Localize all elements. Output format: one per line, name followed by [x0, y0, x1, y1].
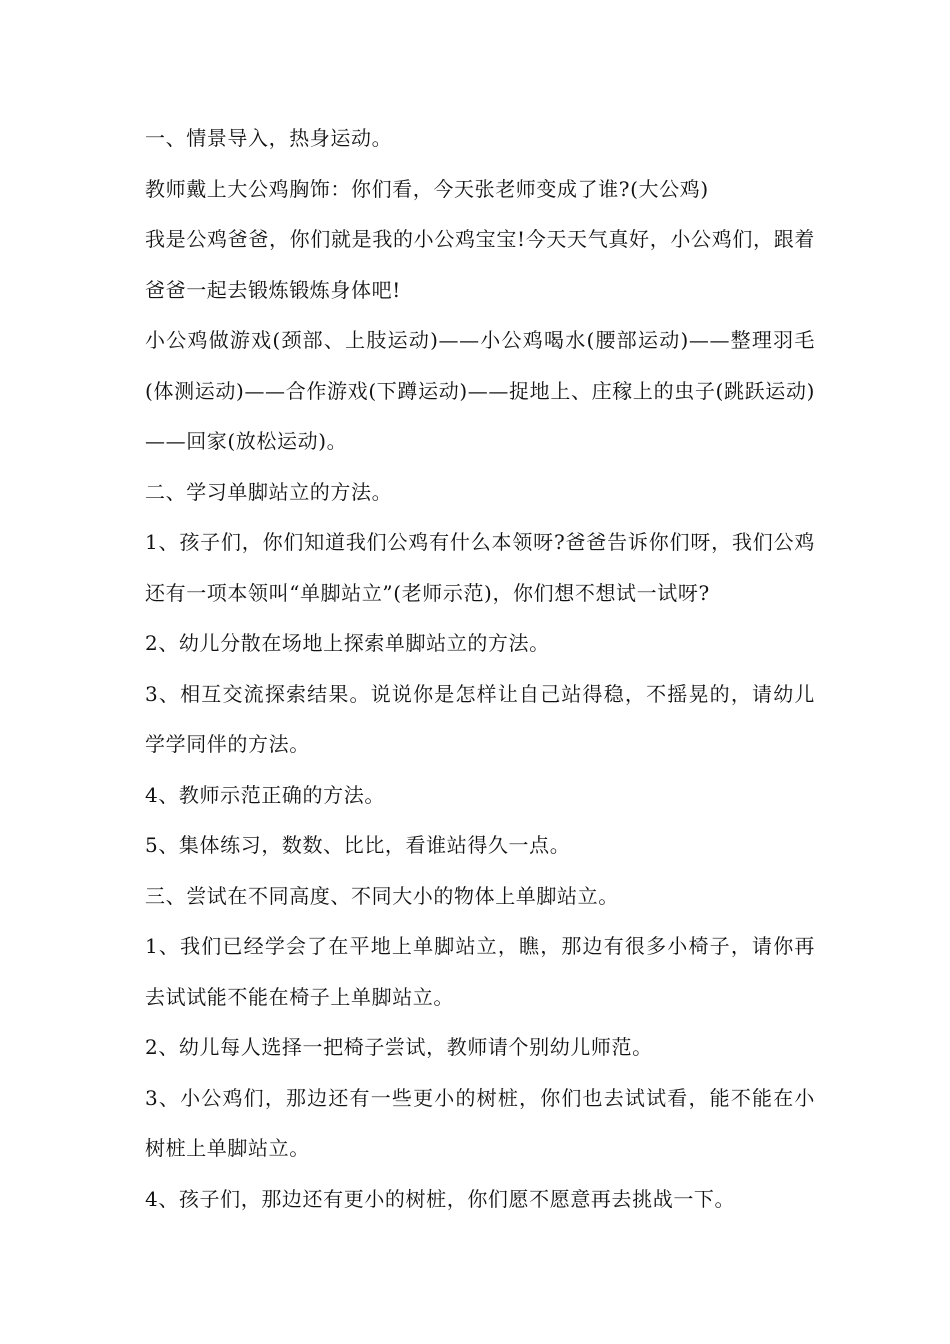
- list-item: 1、我们已经学会了在平地上单脚站立，瞧，那边有很多小椅子，请你再去试试能不能在椅子上单脚站立。: [145, 934, 815, 1009]
- list-item: 2、幼儿分散在场地上探索单脚站立的方法。: [145, 631, 550, 655]
- paragraph: 小公鸡做游戏(颈部、上肢运动)——小公鸡喝水(腰部运动)——整理羽毛(体测运动)——合作游戏(下蹲运动)——捉地上、庄稼上的虫子(跳跃运动)——回家(放松运动)。: [145, 328, 815, 453]
- section-heading-different-heights: 三、尝试在不同高度、不同大小的物体上单脚站立。: [145, 883, 619, 908]
- list-item: 3、小公鸡们，那边还有一些更小的树桩，你们也去试试看，能不能在小树桩上单脚站立。: [145, 1085, 815, 1160]
- list-item: 1、孩子们，你们知道我们公鸡有什么本领呀?爸爸告诉你们呀，我们公鸡还有一项本领叫“单脚站立”(老师示范)，你们想不想试一试呀?: [145, 530, 815, 605]
- list-item: 2、幼儿每人选择一把椅子尝试，教师请个别幼儿师范。: [145, 1035, 653, 1059]
- list-item: 3、相互交流探索结果。说说你是怎样让自己站得稳，不摇晃的，请幼儿学学同伴的方法。: [145, 681, 815, 756]
- list-item: 5、集体练习，数数、比比，看谁站得久一点。: [145, 833, 571, 857]
- list-item: 4、孩子们，那边还有更小的树桩，你们愿不愿意再去挑战一下。: [145, 1186, 736, 1211]
- list-item: 4、教师示范正确的方法。: [145, 782, 385, 807]
- paragraph: 我是公鸡爸爸，你们就是我的小公鸡宝宝!今天天气真好，小公鸡们，跟着爸爸一起去锻炼锻炼身体吧!: [145, 227, 815, 302]
- section-heading-warmup: 一、情景导入，热身运动。: [145, 126, 393, 150]
- section-heading-single-leg-method: 二、学习单脚站立的方法。: [145, 479, 393, 504]
- paragraph: 教师戴上大公鸡胸饰：你们看，今天张老师变成了谁?(大公鸡): [145, 176, 709, 201]
- document-body: [145, 113, 815, 1224]
